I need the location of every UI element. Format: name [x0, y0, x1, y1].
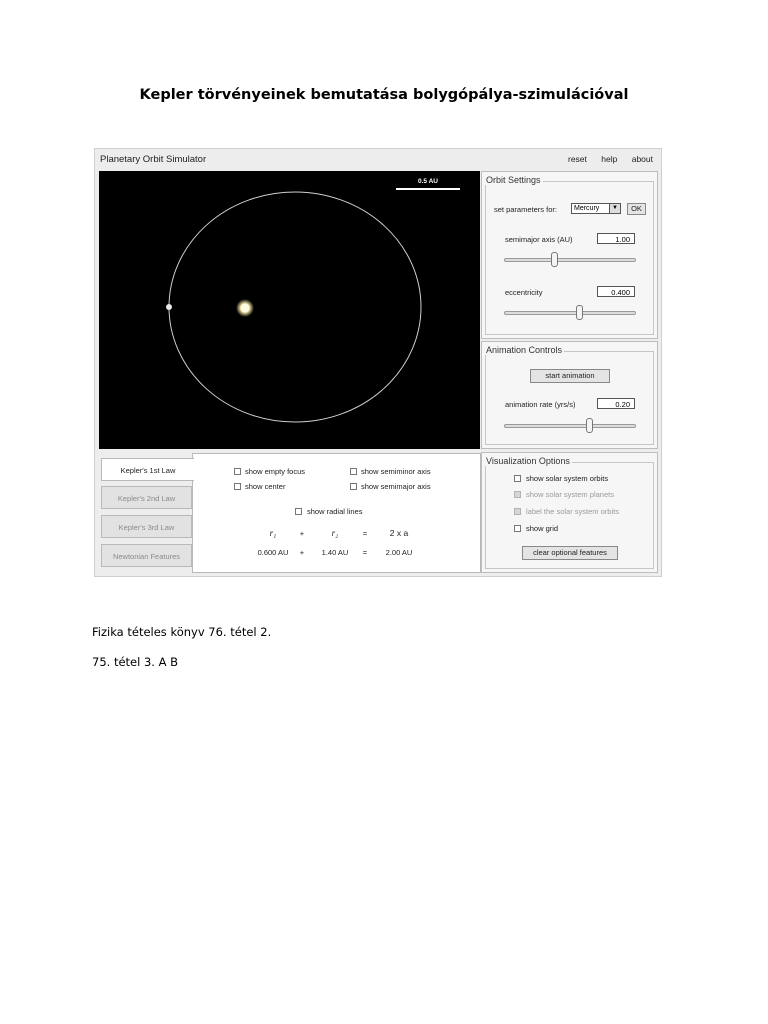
tab-keplers-2nd-law[interactable]: Kepler's 2nd Law — [101, 486, 192, 509]
show-center-checkbox[interactable] — [234, 483, 241, 490]
clear-optional-features-button[interactable]: clear optional features — [522, 546, 618, 560]
show-semimajor-axis-checkbox[interactable] — [350, 483, 357, 490]
simulator-title: Planetary Orbit Simulator — [100, 154, 207, 165]
show-solar-system-planets-label: show solar system planets — [526, 490, 614, 499]
show-center-label: show center — [245, 482, 286, 491]
show-radial-lines-label: show radial lines — [307, 507, 363, 516]
planet-select[interactable]: Mercury ▼ — [571, 203, 621, 214]
value-plus: + — [299, 548, 305, 557]
value-r2: 1.40 AU — [321, 548, 349, 557]
reset-link[interactable]: reset — [567, 154, 587, 164]
sun — [241, 304, 250, 313]
animation-rate-slider[interactable] — [504, 424, 636, 428]
show-solar-system-orbits-checkbox[interactable] — [514, 475, 521, 482]
document-line-2: 75. tétel 3. A B — [92, 655, 179, 669]
animation-rate-field[interactable]: 0.20 — [597, 398, 635, 409]
orbit-viewport[interactable] — [99, 171, 480, 449]
show-empty-focus-label: show empty focus — [245, 467, 306, 476]
simulator-menu — [556, 154, 653, 164]
show-semiminor-axis-checkbox[interactable] — [350, 468, 357, 475]
ok-button[interactable]: OK — [627, 203, 646, 215]
show-grid-label: show grid — [526, 524, 559, 533]
eccentricity-label: eccentricity — [505, 288, 543, 297]
start-animation-button[interactable]: start animation — [530, 369, 610, 383]
value-equals: = — [362, 548, 368, 557]
first-law-panel — [192, 453, 481, 573]
eccentricity-slider-thumb[interactable] — [576, 305, 583, 320]
show-grid-checkbox[interactable] — [514, 525, 521, 532]
tab-keplers-1st-law[interactable]: Kepler's 1st Law — [101, 458, 194, 481]
show-semimajor-axis-label: show semimajor axis — [361, 482, 431, 491]
orbit-settings-legend: Orbit Settings — [486, 175, 541, 185]
value-r1: 0.600 AU — [257, 548, 289, 557]
show-empty-focus-checkbox[interactable] — [234, 468, 241, 475]
equation-2a: 2 x a — [389, 528, 409, 538]
planetary-orbit-simulator — [94, 148, 662, 577]
semimajor-axis-slider[interactable] — [504, 258, 636, 262]
equation-plus: + — [299, 529, 305, 538]
tab-keplers-3rd-law[interactable]: Kepler's 3rd Law — [101, 515, 192, 538]
document-line-1: Fizika tételes könyv 76. tétel 2. — [92, 625, 272, 639]
animation-controls-panel — [481, 341, 658, 449]
orbit-ellipse — [169, 192, 421, 422]
semimajor-axis-label: semimajor axis (AU) — [505, 235, 573, 244]
chevron-down-icon: ▼ — [609, 204, 620, 213]
eccentricity-field[interactable]: 0.400 — [597, 286, 635, 297]
show-solar-system-orbits-label: show solar system orbits — [526, 474, 609, 483]
animation-controls-legend: Animation Controls — [486, 345, 563, 355]
equation-equals: = — [362, 529, 368, 538]
visualization-options-panel — [481, 452, 658, 573]
show-solar-system-planets-checkbox — [514, 491, 521, 498]
animation-rate-slider-thumb[interactable] — [586, 418, 593, 433]
semimajor-axis-field[interactable]: 1.00 — [597, 233, 635, 244]
about-link[interactable]: about — [631, 154, 653, 164]
semimajor-axis-slider-thumb[interactable] — [551, 252, 558, 267]
animation-rate-label: animation rate (yrs/s) — [505, 400, 576, 409]
label-solar-system-orbits-label: label the solar system orbits — [526, 507, 619, 516]
equation-r1: r₁ — [269, 528, 277, 538]
tab-newtonian-features[interactable]: Newtonian Features — [101, 544, 192, 567]
equation-r2: r₂ — [331, 528, 339, 538]
visualization-options-legend: Visualization Options — [486, 456, 570, 466]
value-2a: 2.00 AU — [385, 548, 413, 557]
show-radial-lines-checkbox[interactable] — [295, 508, 302, 515]
document-title: Kepler törvényeinek bemutatása bolygópálya-szimulációval — [139, 87, 629, 103]
set-parameters-label: set parameters for: — [494, 205, 557, 214]
orbit-diagram — [99, 171, 480, 449]
scale-label: 0.5 AU — [418, 178, 438, 185]
show-semiminor-axis-label: show semiminor axis — [361, 467, 431, 476]
label-solar-system-orbits-checkbox — [514, 508, 521, 515]
eccentricity-slider[interactable] — [504, 311, 636, 315]
planet[interactable] — [166, 304, 172, 310]
orbit-settings-panel — [481, 171, 658, 339]
help-link[interactable]: help — [601, 154, 618, 164]
